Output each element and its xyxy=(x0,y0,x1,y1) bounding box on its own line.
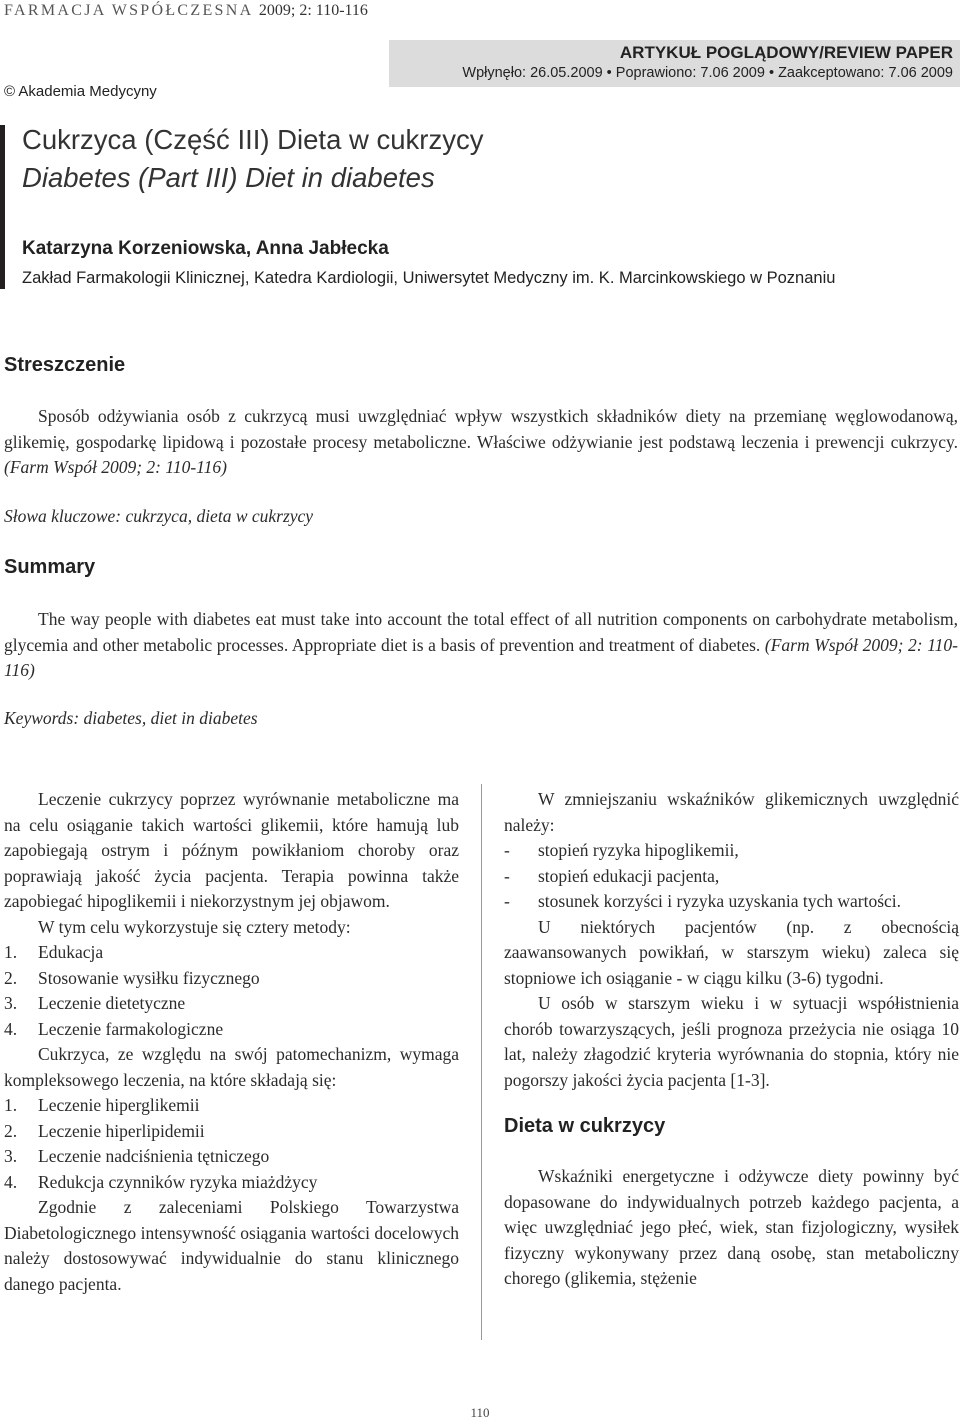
authors: Katarzyna Korzeniowska, Anna Jabłecka xyxy=(22,238,389,259)
right-paragraph: W zmniejszaniu wskaźników glikemicznych uwzględnić należy: xyxy=(504,789,959,835)
right-paragraph: U niektórych pacjentów (np. z obecnością zaawansowanych powikłań, w starszym wieku) zaleca się stopniowe ich osiąganie - w ciągu kilku (3-6) tygodni. xyxy=(504,916,959,988)
column-divider xyxy=(481,784,482,1340)
list-number: 4. xyxy=(4,1018,18,1039)
list-text: stosunek korzyści i ryzyka uzyskania tych wartości. xyxy=(538,891,902,911)
list-item xyxy=(4,1017,459,1043)
list-item xyxy=(504,838,959,864)
title-english: Diabetes (Part III) Diet in diabetes xyxy=(22,162,435,193)
list-text: Stosowanie wysiłku fizycznego xyxy=(38,967,260,988)
title-accent-bar xyxy=(0,125,5,289)
journal-header xyxy=(4,2,368,20)
abstract-pl-text: Sposób odżywiania osób z cukrzycą musi uwzględniać wpływ wszystkich składników diety na przemianę węglowodanową, glikemię, gospodarkę lipidową i pozostałe procesy metaboliczne. Właściwe odżywianie jest podstawą leczenia i prewencji cukrzycy. xyxy=(4,406,958,452)
abstract-pl-citation: (Farm Współ 2009; 2: 110-116) xyxy=(4,457,227,477)
list-text: stopień ryzyka hipoglikemii, xyxy=(538,840,739,860)
list-text: Leczenie nadciśnienia tętniczego xyxy=(38,1146,270,1166)
list-item xyxy=(4,991,459,1017)
title-polish: Cukrzyca (Część III) Dieta w cukrzycy xyxy=(22,124,484,155)
list-bullet: - xyxy=(504,840,510,860)
list-item xyxy=(4,940,459,966)
abstract-en-text: The way people with diabetes eat must take into account the total effect of all nutrition components on carbohydrate metabolism, glycemia and other metabolic processes. Appropriate diet is a basis of prevention and treatment of diabetes. xyxy=(4,609,958,655)
left-paragraph: Zgodnie z zaleceniami Polskiego Towarzystwa Diabetologicznego intensywność osiągania wartości docelowych należy dostosowywać indywidualnie do stanu klinicznego danego pacjenta. xyxy=(4,1197,459,1294)
list-bullet: - xyxy=(504,891,510,911)
list-number: 3. xyxy=(4,993,18,1013)
abstract-pl xyxy=(4,404,958,481)
article-type-box xyxy=(389,40,960,87)
list-item xyxy=(4,966,459,992)
abstract-en xyxy=(4,607,958,684)
list-item xyxy=(4,1170,459,1196)
list-number: 1. xyxy=(4,942,18,962)
list-item xyxy=(4,1119,459,1145)
list-text: Leczenie farmakologiczne xyxy=(38,1018,224,1039)
list-text: Leczenie hiperglikemii xyxy=(38,1095,200,1115)
list-text: Redukcja czynników ryzyka miażdżycy xyxy=(38,1171,318,1192)
left-paragraph: W tym celu wykorzystuje się cztery metody: xyxy=(38,916,351,937)
list-text: Leczenie dietetyczne xyxy=(38,993,186,1013)
article-type: ARTYKUŁ POGLĄDOWY/REVIEW PAPER xyxy=(619,43,953,62)
list-number: 2. xyxy=(4,967,18,988)
journal-name: FARMACJA WSPÓŁCZESNA xyxy=(4,2,253,19)
abstract-pl-heading: Streszczenie xyxy=(4,354,126,376)
list-bullet: - xyxy=(504,865,510,886)
abstract-en-citation: (Farm Współ 2009; 2: 110-116) xyxy=(4,634,958,680)
left-column xyxy=(4,787,459,1297)
list-item xyxy=(504,864,959,890)
list-number: 4. xyxy=(4,1171,18,1192)
abstract-en-heading: Summary xyxy=(4,556,96,578)
list-text: Leczenie hiperlipidemii xyxy=(38,1120,205,1141)
list-item xyxy=(4,1093,459,1119)
journal-issue: 2009; 2: 110-116 xyxy=(258,2,368,19)
page-number: 110 xyxy=(470,1405,490,1420)
copyright-notice: © Akademia Medycyny xyxy=(4,83,157,100)
list-text: Edukacja xyxy=(38,942,104,962)
left-paragraph: Cukrzyca, ze względu na swój patomechanizm, wymaga kompleksowego leczenia, na które składają się: xyxy=(4,1044,459,1090)
list-item xyxy=(504,889,959,915)
keywords-en: Keywords: diabetes, diet in diabetes xyxy=(4,708,258,728)
list-number: 3. xyxy=(4,1146,18,1166)
affiliation: Zakład Farmakologii Klinicznej, Katedra Kardiologii, Uniwersytet Medyczny im. K. Marcinkowskiego w Poznaniu xyxy=(22,269,836,287)
right-paragraph: U osób w starszym wieku i w sytuacji współistnienia chorób towarzyszących, jeśli prognoza przeżycia nie osiąga 10 lat, należy złagodzić kryteria wyrównania do stopnia, który nie pogorszy jakości życia pacjenta [1-3]. xyxy=(504,993,959,1090)
left-paragraph: Leczenie cukrzycy poprzez wyrównanie metaboliczne ma na celu osiąganie takich wartości glikemii, które hamują lub zapobiegają ostrym i późnym powikłaniom choroby oraz poprawiają jakość życia pacjenta. Terapia powinna także zapobiegać hipoglikemii i niekorzystnym jej objawom. xyxy=(4,789,459,911)
list-item xyxy=(4,1144,459,1170)
section-heading: Dieta w cukrzycy xyxy=(504,1115,666,1137)
list-number: 1. xyxy=(4,1095,18,1115)
right-paragraph: Wskaźniki energetyczne i odżywcze diety powinny być dopasowane do indywidualnych potrzeb każdego pacjenta, a więc uwzględniać jego płeć, wiek, stan fizjologiczny, wysiłek fizyczny wykonywany przez daną osobę, stan metaboliczny chorego (glikemia, stężenie xyxy=(504,1166,959,1288)
list-number: 2. xyxy=(4,1120,18,1141)
article-dates: Wpłynęło: 26.05.2009 • Poprawiono: 7.06 2009 • Zaakceptowano: 7.06 2009 xyxy=(462,65,953,81)
keywords-pl: Słowa kluczowe: cukrzyca, dieta w cukrzycy xyxy=(4,506,314,526)
list-text: stopień edukacji pacjenta, xyxy=(538,865,720,886)
right-column xyxy=(504,787,959,1292)
